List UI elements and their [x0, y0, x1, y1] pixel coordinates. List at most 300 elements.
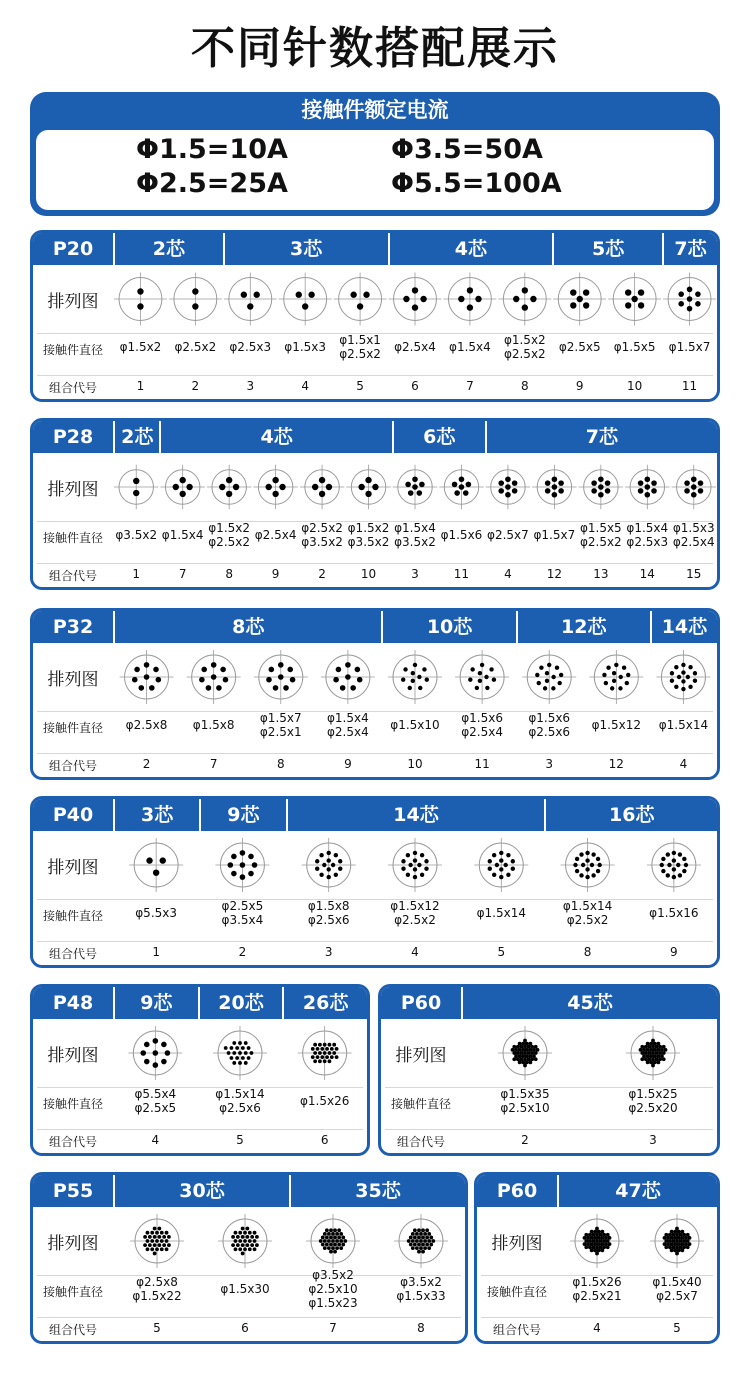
combination-code: 1: [152, 945, 160, 959]
pin-dot: [695, 301, 701, 307]
pin-dot: [332, 1051, 336, 1055]
pin-dot: [570, 289, 576, 295]
code-label: 组合代号: [48, 569, 97, 583]
code-label: 组合代号: [492, 1323, 541, 1337]
diameter-line: φ2.5x2: [174, 340, 217, 354]
pin-dot: [545, 480, 551, 486]
pin-dot: [329, 1228, 333, 1232]
pin-dot: [639, 1048, 643, 1052]
pin-dot: [678, 873, 682, 877]
pin-dot: [422, 667, 426, 671]
pin-dot: [693, 671, 697, 675]
pin-dot: [575, 857, 579, 861]
pin-dot: [570, 302, 576, 308]
pin-dot: [372, 484, 378, 490]
pin-dot: [161, 1059, 167, 1065]
pin-dot: [604, 681, 608, 685]
panel-p55: [30, 1172, 468, 1344]
pin-dot: [413, 1228, 417, 1232]
diameter-line: φ2.5x2: [208, 535, 251, 549]
pin-dot: [454, 490, 460, 496]
pin-dot: [339, 1246, 343, 1250]
diameter-line: φ1.5x2: [503, 333, 546, 347]
pin-dot: [323, 1051, 327, 1055]
pin-dot: [226, 477, 232, 483]
pin-dot: [231, 871, 237, 877]
pin-dot: [241, 1235, 245, 1239]
pin-dot: [241, 1227, 245, 1231]
pin-dot: [413, 663, 417, 667]
pin-dot: [688, 1242, 692, 1246]
contact-diameter: [531, 528, 577, 542]
pin-dot: [585, 875, 589, 879]
pin-dot: [499, 858, 503, 862]
pin-dot: [413, 867, 417, 871]
pin-dot: [241, 1243, 245, 1247]
diameter-line: φ1.5x30: [220, 1282, 270, 1296]
pin-dot: [581, 863, 585, 867]
pin-dot: [211, 674, 217, 680]
pin-dot: [240, 850, 246, 856]
pin-dot: [676, 863, 680, 867]
arrangement-label: 排列图: [395, 1046, 447, 1066]
pin-dot: [411, 1232, 415, 1236]
pin-dot: [543, 686, 547, 690]
pin-dot: [656, 1060, 660, 1064]
pin-dot: [511, 867, 515, 871]
pin-dot: [220, 667, 226, 673]
pin-dot: [413, 1243, 417, 1247]
pin-dot: [512, 480, 518, 486]
pin-dot: [340, 685, 346, 691]
pin-dot: [162, 1235, 166, 1239]
combination-code: 14: [639, 567, 655, 581]
pin-dot: [140, 1050, 146, 1056]
pin-dot: [240, 874, 246, 880]
contact-diameter: [201, 1282, 289, 1296]
pin-dot: [150, 1239, 154, 1243]
diameter-line: φ1.5x8: [192, 718, 235, 732]
pin-dot: [245, 1227, 249, 1231]
contact-diameter: [198, 1087, 283, 1115]
pin-dot: [511, 1048, 515, 1052]
pin-dot: [506, 853, 510, 857]
pin-dot: [325, 1243, 329, 1247]
pin-dot: [427, 1232, 431, 1236]
code-label: 组合代号: [48, 1135, 97, 1149]
pin-dot: [234, 1247, 238, 1251]
pin-dot: [406, 873, 410, 877]
pin-dot: [419, 482, 425, 488]
group-tag: 4芯: [159, 421, 391, 453]
pin-dot: [238, 1061, 242, 1065]
pin-dot: [429, 1236, 433, 1240]
pin-dot: [590, 863, 594, 867]
pin-dot: [425, 1228, 429, 1232]
combination-code: 5: [153, 1321, 161, 1335]
pin-dot: [585, 851, 589, 855]
pin-dot: [245, 1235, 249, 1239]
group-tag: 7芯: [485, 421, 717, 453]
panel-p32: [30, 608, 720, 780]
pin-dot: [558, 480, 564, 486]
diameter-line: φ1.5x25: [628, 1087, 678, 1101]
pin-dot: [173, 484, 179, 490]
pin-dot: [327, 851, 331, 855]
contact-diameter: [199, 899, 285, 927]
panel-p60b: [474, 1172, 720, 1344]
pin-dot: [625, 302, 631, 308]
pin-dot: [545, 671, 549, 675]
diameter-label: 接触件直径: [42, 721, 103, 735]
pin-dot: [412, 484, 418, 490]
pin-dot: [596, 857, 600, 861]
pin-dot: [241, 1056, 245, 1060]
pin-dot: [331, 1239, 335, 1243]
pin-dot: [417, 1243, 421, 1247]
contact-diameter: [497, 333, 552, 361]
panel-tag: P20: [52, 238, 94, 260]
panel-p40: [30, 796, 720, 968]
pin-dot: [283, 685, 289, 691]
diameter-line: φ1.5x5: [579, 521, 622, 535]
pin-dot: [408, 863, 412, 867]
pin-dot: [247, 1056, 251, 1060]
pin-dot: [675, 1227, 679, 1231]
pin-dot: [606, 666, 610, 670]
contact-diameter: [631, 906, 717, 920]
group-tag: 47芯: [557, 1175, 717, 1207]
pin-dot: [199, 677, 205, 683]
pin-dot: [684, 480, 690, 486]
arrangement-label: 排列图: [47, 1234, 99, 1254]
pin-dot: [133, 478, 139, 484]
combination-code: 3: [649, 1133, 657, 1147]
pin-dot: [411, 1239, 415, 1243]
pin-dot: [322, 863, 326, 867]
rating-item: Φ5.5=100A: [391, 168, 562, 199]
pin-dot: [153, 1252, 157, 1256]
diameter-line: φ2.5x5: [221, 899, 264, 913]
pin-dot: [646, 1042, 650, 1046]
diameter-line: φ2.5x10: [500, 1101, 550, 1115]
diameter-line: φ2.5x5: [558, 340, 601, 354]
pin-dot: [153, 1062, 159, 1068]
pin-dot: [691, 484, 697, 490]
contact-diameter: [438, 528, 484, 542]
diameter-line: φ1.5x5: [613, 340, 656, 354]
contact-diameter: [333, 333, 388, 361]
diameter-label: 接触件直径: [486, 1285, 547, 1299]
arrangement-label: 排列图: [47, 670, 99, 690]
diameter-line: φ2.5x20: [628, 1101, 678, 1115]
pin-dot: [319, 477, 325, 483]
pin-dot: [355, 667, 361, 673]
group-tag: 10芯: [381, 611, 515, 643]
pin-dot: [499, 851, 503, 855]
diameter-line: φ1.5x7: [533, 528, 576, 542]
code-label: 组合代号: [396, 1135, 445, 1149]
pin-dot: [179, 477, 185, 483]
pin-dot: [579, 852, 583, 856]
pin-dot: [296, 292, 302, 298]
pin-dot: [157, 1235, 161, 1239]
pin-dot: [244, 1061, 248, 1065]
pin-dot: [419, 1239, 423, 1243]
pin-dot: [583, 1236, 587, 1240]
pin-dot: [698, 488, 704, 494]
arrangement-icons: [33, 233, 717, 402]
pin-dot: [243, 1231, 247, 1235]
combination-code: 9: [271, 567, 280, 581]
pin-dot: [475, 296, 481, 302]
diameter-line: φ2.5x7: [487, 528, 529, 542]
pin-dot: [241, 1252, 245, 1256]
contact-diameter: [381, 718, 448, 732]
pin-dot: [598, 492, 604, 498]
pin-dot: [160, 857, 166, 863]
diameter-line: φ2.5x7: [656, 1289, 698, 1303]
group-tag: 3芯: [223, 233, 388, 265]
pin-dot: [415, 1239, 419, 1243]
pin-dot: [206, 685, 212, 691]
pin-dot: [417, 863, 421, 867]
pin-dot: [403, 667, 407, 671]
pin-dot: [552, 484, 558, 490]
pin-dot: [252, 862, 258, 868]
arrangement-icons: [33, 1175, 465, 1344]
pin-dot: [327, 858, 331, 862]
pin-dot: [645, 484, 651, 490]
pin-dot: [425, 1236, 429, 1240]
combination-code: 4: [301, 379, 309, 393]
pin-dot: [583, 289, 589, 295]
panel-tag: P60: [400, 992, 442, 1014]
diameter-line: φ1.5x4: [161, 528, 204, 542]
pin-dot: [431, 1239, 435, 1243]
diameter-line: φ1.5x40: [652, 1275, 702, 1289]
diameter-line: φ2.5x2: [301, 521, 343, 535]
pin-dot: [312, 484, 318, 490]
pin-dot: [412, 287, 418, 293]
contact-diameter: [299, 521, 345, 549]
pin-dot: [243, 1247, 247, 1251]
pin-dot: [579, 873, 583, 877]
pin-dot: [331, 1246, 335, 1250]
pin-dot: [234, 1239, 238, 1243]
pin-dot: [419, 1246, 423, 1250]
combination-code: 15: [686, 567, 702, 581]
contact-diameter: [113, 1087, 198, 1115]
arrangement-label: 排列图: [47, 1046, 99, 1066]
diameter-line: φ3.5x4: [221, 913, 264, 927]
pin-dot: [335, 1055, 339, 1059]
pin-dot: [211, 662, 217, 668]
pin-dot: [499, 875, 503, 879]
rating-item: Φ2.5=25A: [136, 168, 288, 199]
pin-dot: [681, 670, 685, 674]
pin-dot: [330, 1047, 334, 1051]
contact-diameter: [113, 1275, 201, 1303]
pin-dot: [677, 675, 681, 679]
contact-diameter: [113, 340, 168, 354]
combination-code: 8: [583, 945, 592, 959]
pin-dot: [605, 488, 611, 494]
pin-dot: [423, 1232, 427, 1236]
diameter-line: φ1.5x22: [132, 1289, 182, 1303]
pin-dot: [687, 306, 693, 312]
pin-dot: [156, 677, 162, 683]
combination-code: 11: [453, 567, 470, 581]
pin-dot: [328, 1043, 332, 1047]
pin-dot: [663, 1236, 667, 1240]
combination-code: 6: [241, 1321, 249, 1335]
pin-dot: [590, 1230, 594, 1234]
combination-code: 5: [236, 1133, 244, 1147]
pin-dot: [238, 1231, 242, 1235]
pin-dot: [417, 675, 421, 679]
diameter-line: φ1.5x2: [208, 521, 251, 535]
pin-dot: [318, 1059, 322, 1063]
diameter-line: φ2.5x3: [229, 340, 272, 354]
diameter-line: φ1.5x2: [347, 521, 390, 535]
arrangement-icons: [33, 421, 717, 590]
pin-dot: [545, 679, 549, 683]
pin-dot: [247, 1046, 251, 1050]
combination-code: 8: [225, 567, 233, 581]
combination-code: 2: [238, 945, 247, 959]
pin-dot: [670, 1248, 674, 1252]
group-tag: 35芯: [289, 1175, 465, 1207]
pin-dot: [337, 1236, 341, 1240]
diameter-line: φ1.5x12: [390, 899, 440, 913]
pin-dot: [313, 1059, 317, 1063]
contact-diameter: [589, 1087, 717, 1115]
pin-dot: [405, 482, 411, 488]
diameter-line: φ1.5x4: [394, 521, 436, 535]
pin-dot: [597, 863, 601, 867]
pin-dot: [420, 853, 424, 857]
group-tag: 14芯: [650, 611, 717, 643]
pin-dot: [413, 1236, 417, 1240]
pin-dot: [688, 685, 692, 689]
pin-dot: [411, 1246, 415, 1250]
pin-dot: [358, 484, 364, 490]
pin-dot: [638, 480, 644, 486]
pin-dot: [338, 859, 342, 863]
combination-code: 8: [520, 379, 529, 393]
combination-code: 3: [411, 567, 419, 581]
diameter-line: φ2.5x2: [503, 347, 546, 361]
diameter-line: φ5.5x4: [134, 1087, 177, 1101]
diameter-line: φ3.5x2: [115, 528, 158, 542]
pin-dot: [255, 1243, 259, 1247]
diameter-label: 接触件直径: [42, 909, 103, 923]
diameter-label: 接触件直径: [42, 343, 103, 357]
pin-dot: [223, 677, 229, 683]
contact-diameter: [286, 899, 372, 927]
arrangement-label: 排列图: [47, 292, 99, 312]
pin-dot: [331, 1232, 335, 1236]
pin-dot: [318, 1043, 322, 1047]
group-tag: 12芯: [516, 611, 650, 643]
pin-dot: [253, 1239, 257, 1243]
contact-diameter: [485, 528, 531, 542]
contact-diameter: [583, 718, 650, 732]
pin-dot: [328, 1051, 332, 1055]
combination-code: 13: [593, 567, 609, 581]
pin-dot: [638, 289, 644, 295]
arrangement-label: 排列图: [47, 480, 99, 500]
pin-dot: [345, 674, 351, 680]
pin-dot: [357, 677, 363, 683]
pin-dot: [678, 291, 684, 297]
pin-dot: [155, 1231, 159, 1235]
pin-dot: [600, 1230, 604, 1234]
pin-dot: [638, 302, 644, 308]
contact-diameter: [113, 718, 180, 732]
pin-dot: [165, 1050, 171, 1056]
pin-dot: [480, 663, 484, 667]
pin-dot: [661, 857, 665, 861]
pin-dot: [365, 491, 371, 497]
pin-dot: [153, 1243, 157, 1247]
group-tag: 14芯: [286, 799, 545, 831]
pin-dot: [233, 484, 239, 490]
diameter-line: φ1.5x2: [119, 340, 162, 354]
pin-dot: [192, 303, 198, 309]
panel-p60a: [378, 984, 720, 1156]
pin-dot: [468, 677, 472, 681]
contact-diameter: [247, 711, 314, 739]
pin-dot: [350, 292, 356, 298]
contact-diameter: [557, 1275, 637, 1303]
pin-dot: [323, 1239, 327, 1243]
pin-dot: [241, 1046, 245, 1050]
diameter-line: φ2.5x2: [339, 347, 381, 361]
combination-code: 8: [276, 757, 285, 771]
diameter-line: φ2.5x21: [572, 1289, 622, 1303]
contact-diameter: [223, 340, 278, 354]
pin-dot: [638, 488, 644, 494]
pin-dot: [602, 673, 606, 677]
combination-code: 2: [142, 757, 151, 771]
pin-dot: [339, 1239, 343, 1243]
pin-dot: [498, 480, 504, 486]
contact-diameter: [388, 340, 443, 354]
pin-dot: [523, 1064, 527, 1068]
pin-dot: [681, 687, 685, 691]
pin-dot: [192, 288, 198, 294]
diameter-line: φ2.5x5: [134, 1101, 177, 1115]
diameter-line: φ3.5x2: [400, 1275, 442, 1289]
combination-code: 7: [329, 1321, 337, 1335]
diameter-line: φ2.5x4: [461, 725, 503, 739]
pin-dot: [320, 1055, 324, 1059]
pin-dot: [333, 1236, 337, 1240]
diameter-line: φ1.5x33: [396, 1289, 446, 1303]
pin-dot: [429, 1243, 433, 1247]
pin-dot: [238, 1051, 242, 1055]
group-tag: 30芯: [113, 1175, 289, 1207]
pin-dot: [335, 1047, 339, 1051]
pin-dot: [149, 685, 155, 691]
pin-dot: [591, 852, 595, 856]
pin-dot: [463, 490, 469, 496]
pin-dot: [143, 1243, 147, 1247]
rating-item: Φ1.5=10A: [136, 134, 288, 165]
pin-dot: [201, 667, 207, 673]
